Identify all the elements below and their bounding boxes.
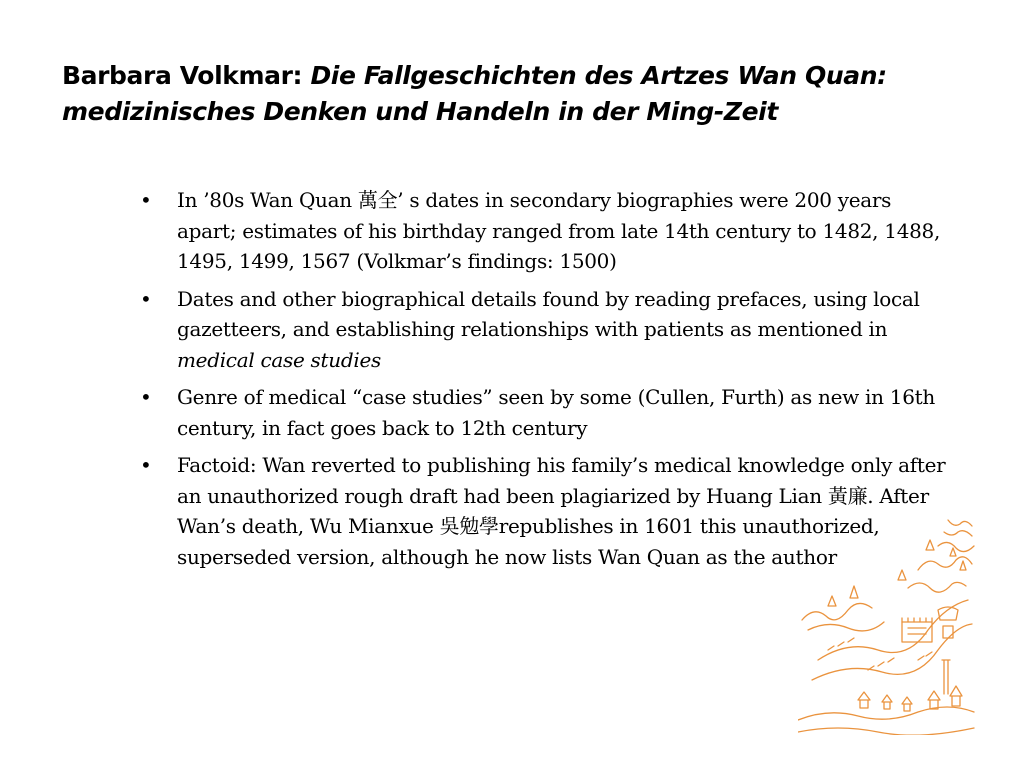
bullet-item-case-studies-genre	[140, 382, 955, 443]
bullet-icon: •	[140, 188, 152, 212]
bullet-text: Factoid: Wan reverted to publishing his family’s medical knowledge only after an unauthorized rough draft had been plagiarized by Huang Lian 黃廉. After Wan’s death, Wu Mianxue 吳勉學republishes in 1601 this unauthorized, superseded version, although he now lists Wan Quan as the author	[177, 453, 946, 569]
bullet-item-factoid	[140, 450, 955, 572]
bullet-list	[140, 185, 955, 579]
bullet-item-biographical-details	[140, 284, 955, 376]
bullet-icon: •	[140, 453, 152, 477]
title-book-line2: medizinisches Denken und Handeln in der Ming-Zeit	[62, 97, 778, 126]
title-author: Barbara Volkmar:	[62, 61, 311, 90]
bullet-icon: •	[140, 385, 152, 409]
bullet-text-italic: medical case studies	[177, 347, 381, 372]
bullet-text: Genre of medical “case studies” seen by some (Cullen, Furth) as new in 16th century, in fact goes back to 12th century	[177, 385, 935, 440]
slide-title	[62, 58, 982, 130]
title-book-line1: Die Fallgeschichten des Artzes Wan Quan:	[310, 61, 887, 90]
bullet-text: Dates and other biographical details found by reading prefaces, using local gazetteers, and establishing relationships with patients as mentioned in	[177, 286, 920, 341]
bullet-item-wan-quan-dates	[140, 185, 955, 277]
bullet-text: In ’80s Wan Quan 萬全’ s dates in secondary biographies were 200 years apart; estimates of his birthday ranged from late 14th century to 1482, 1488, 1495, 1499, 1567 (Volkmar’s findings: 1500)	[177, 188, 941, 273]
bullet-icon: •	[140, 286, 152, 311]
